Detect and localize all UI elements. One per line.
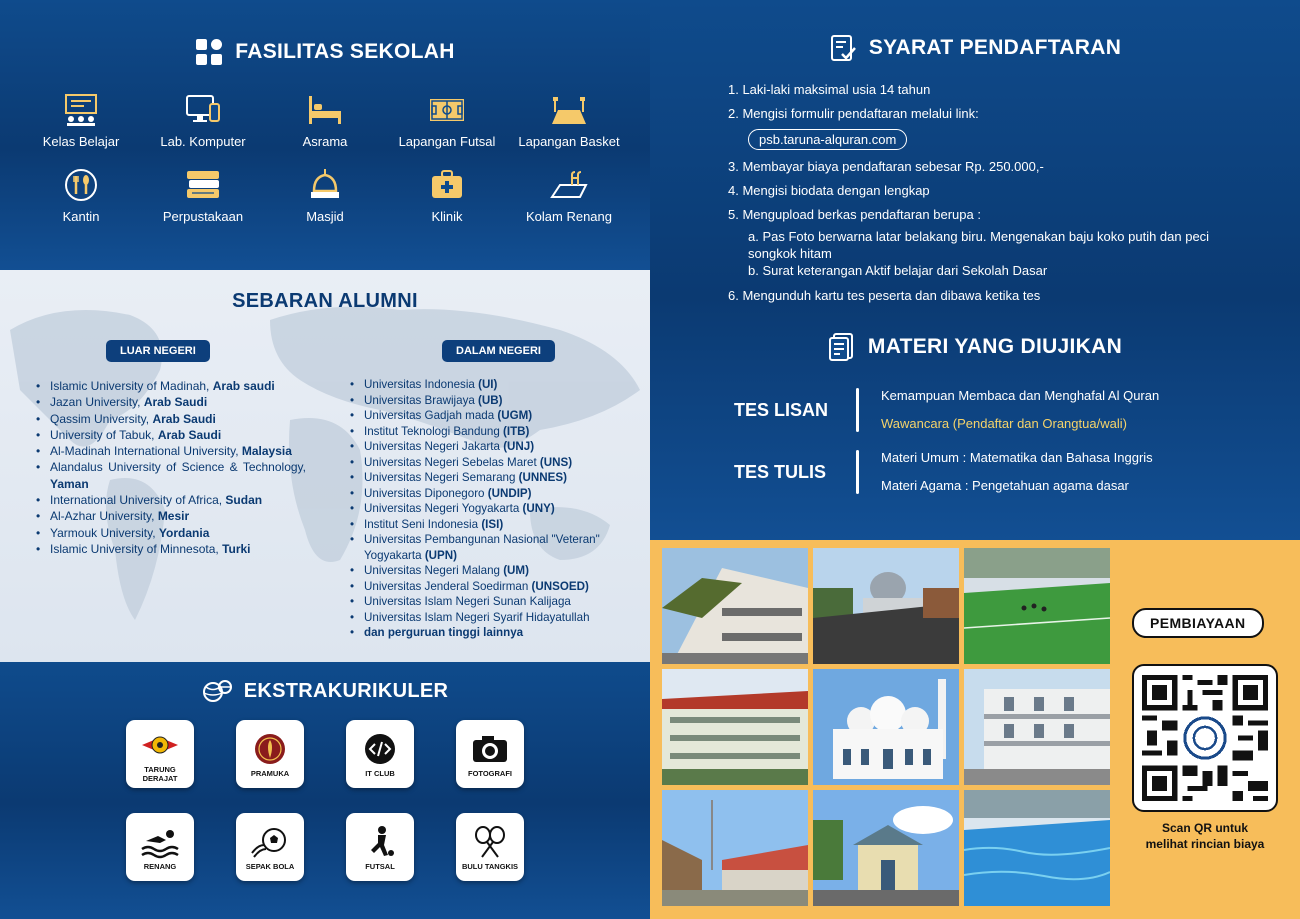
facility-klinik: Klinik — [386, 167, 508, 224]
list-item: • Universitas Islam Negeri Syarif Hidayatullah — [350, 610, 640, 626]
tes-lisan-label: TES LISAN — [734, 399, 829, 420]
list-item: • Universitas Negeri Semarang (UNNES) — [350, 470, 640, 486]
list-item: • Universitas Diponegoro (UNDIP) — [350, 486, 640, 502]
photo-mosque-dome — [813, 548, 959, 664]
syarat-section — [650, 0, 1300, 540]
pool-icon — [550, 167, 588, 203]
facility-kolam: Kolam Renang — [508, 167, 630, 224]
scout-emblem-icon — [250, 732, 290, 766]
dalam-negeri-label: DALAM NEGERI — [442, 340, 555, 362]
list-item: • Al-Azhar University, Mesir — [36, 508, 306, 524]
sub-item: a. Pas Foto berwarna latar belakang biru. Mengenakan baju koko putih dan peci songkok hitam — [748, 229, 1210, 261]
syarat-title: SYARAT PENDAFTARAN — [868, 36, 1122, 59]
tes-tulis-item: Materi Umum : Matematika dan Bahasa Inggris — [881, 450, 1153, 465]
grid-icon — [195, 38, 223, 66]
medical-kit-icon — [428, 167, 466, 203]
divider — [856, 388, 859, 432]
tes-lisan-item: Wawancara (Pendaftar dan Orangtua/wali) — [881, 416, 1127, 431]
list-item: • University of Tabuk, Arab Saudi — [36, 427, 306, 443]
qr-code[interactable] — [1132, 664, 1278, 812]
ekstra-card-pramuka: PRAMUKA — [236, 720, 304, 788]
luar-negeri-list — [36, 378, 306, 557]
list-item: • Al-Madinah International University, Malaysia — [36, 443, 306, 459]
luar-negeri-label: LUAR NEGERI — [106, 340, 210, 362]
books-icon — [184, 167, 222, 203]
materi-title: MATERI YANG DIUJIKAN — [867, 335, 1123, 358]
mosque-icon — [306, 167, 344, 203]
tes-tulis-label: TES TULIS — [734, 461, 827, 482]
tarung-derajat-emblem-icon — [140, 728, 180, 762]
fasilitas-header — [0, 38, 650, 66]
list-item: • dan perguruan tinggi lainnya — [350, 625, 640, 641]
list-item: • Universitas Brawijaya (UB) — [350, 393, 640, 409]
ekstra-card-renang: RENANG — [126, 813, 194, 881]
ekstra-card-fotografi: FOTOGRAFI — [456, 720, 524, 788]
list-item: • Islamic University of Minnesota, Turki — [36, 541, 306, 557]
ekstra-card-futsal: FUTSAL — [346, 813, 414, 881]
bed-icon — [306, 92, 344, 128]
requirements-list — [728, 82, 1228, 312]
facility-perpustakaan: Perpustakaan — [142, 167, 264, 224]
tes-tulis-row — [734, 444, 1153, 500]
basketball-court-icon — [550, 92, 588, 128]
list-item: • Universitas Negeri Jakarta (UNJ) — [350, 439, 640, 455]
photos-pembiayaan-section — [650, 540, 1300, 919]
list-item: • Universitas Jenderal Soedirman (UNSOED) — [350, 579, 640, 595]
ekstra-card-it-club: IT CLUB — [346, 720, 414, 788]
list-item: • Universitas Negeri Yogyakarta (UNY) — [350, 501, 640, 517]
facility-kantin: Kantin — [20, 167, 142, 224]
camera-icon — [470, 732, 510, 766]
classroom-icon — [62, 92, 100, 128]
list-item: • Institut Teknologi Bandung (ITB) — [350, 424, 640, 440]
facility-grid — [20, 92, 630, 224]
photo-grid — [662, 548, 1110, 906]
photo-swimming-pool — [964, 790, 1110, 906]
ekstra-header — [0, 678, 650, 704]
alumni-section — [0, 270, 650, 662]
list-item: 3. Membayar biaya pendaftaran sebesar Rp. 250.000,- — [728, 159, 1044, 174]
list-item: • Universitas Islam Negeri Sunan Kalijaga — [350, 594, 640, 610]
list-item: • Institut Seni Indonesia (ISI) — [350, 517, 640, 533]
tes-tulis-item: Materi Agama : Pengetahuan agama dasar — [881, 478, 1129, 493]
list-item: • Jazan University, Arab Saudi — [36, 394, 306, 410]
pembiayaan-label: PEMBIAYAAN — [1132, 608, 1264, 638]
code-icon — [360, 732, 400, 766]
photo-mosque-small — [813, 790, 959, 906]
list-item: • Universitas Negeri Malang (UM) — [350, 563, 640, 579]
ekstra-card-sepak-bola: SEPAK BOLA — [236, 813, 304, 881]
facility-basket: Lapangan Basket — [508, 92, 630, 149]
list-item: • Universitas Indonesia (UI) — [350, 377, 640, 393]
list-item: • Universitas Pembangunan Nasional "Veteran" Yogyakarta (UPN) — [350, 532, 640, 563]
list-item: 2. Mengisi formulir pendaftaran melalui link: psb.taruna-alquran.com — [728, 106, 1228, 150]
fasilitas-title: FASILITAS SEKOLAH — [235, 40, 455, 63]
list-item: • Alandalus University of Science & Technology, Yaman — [36, 459, 306, 492]
sub-item: b. Surat keterangan Aktif belajar dari Sekolah Dasar — [748, 263, 1048, 278]
facility-asrama: Asrama — [264, 92, 386, 149]
alumni-title: SEBARAN ALUMNI — [232, 290, 418, 312]
fasilitas-section — [0, 0, 650, 270]
photo-futsal-field — [964, 548, 1110, 664]
facility-futsal: Lapangan Futsal — [386, 92, 508, 149]
syarat-header — [650, 34, 1300, 62]
photo-building — [662, 548, 808, 664]
tes-lisan-item: Kemampuan Membaca dan Menghafal Al Quran — [881, 388, 1160, 403]
dalam-negeri-list — [350, 377, 640, 641]
materi-header — [650, 332, 1300, 362]
sports-balls-icon — [202, 678, 232, 704]
photo-dormitory — [662, 669, 808, 785]
facility-masjid: Masjid — [264, 167, 386, 224]
qr-caption: Scan QR untuk melihat rincian biaya — [1145, 821, 1265, 851]
list-item: • Yarmouk University, Yordania — [36, 525, 306, 541]
canteen-icon — [62, 167, 100, 203]
photo-mosque-white — [813, 669, 959, 785]
list-item: 4. Mengisi biodata dengan lengkap — [728, 183, 930, 198]
facility-lab: Lab. Komputer — [142, 92, 264, 149]
exam-document-icon — [828, 332, 856, 362]
ekstra-card-tarung-derajat: TARUNG DERAJAT — [126, 720, 194, 788]
photo-modern-building — [964, 669, 1110, 785]
alumni-header — [0, 290, 650, 313]
divider — [856, 450, 859, 494]
tes-lisan-row — [734, 382, 1159, 438]
list-item: • Universitas Negeri Sebelas Maret (UNS) — [350, 455, 640, 471]
qr-code-image — [1142, 674, 1268, 802]
futsal-player-icon — [360, 825, 400, 859]
computer-icon — [184, 92, 222, 128]
soccer-ball-icon — [250, 825, 290, 859]
list-item: • Islamic University of Madinah, Arab saudi — [36, 378, 306, 394]
registration-link[interactable]: psb.taruna-alquran.com — [748, 129, 907, 150]
facility-kelas: Kelas Belajar — [20, 92, 142, 149]
list-item: 6. Mengunduh kartu tes peserta dan dibawa ketika tes — [728, 288, 1041, 303]
ekstra-grid — [126, 720, 524, 881]
swimmer-icon — [140, 825, 180, 859]
ekstra-title: EKSTRAKURIKULER — [243, 679, 449, 702]
photo-courtyard — [662, 790, 808, 906]
list-item: 5. Mengupload berkas pendaftaran berupa : a. Pas Foto berwarna latar belakang biru. Mengenakan baju koko putih dan peci songkok hitam b. Surat keterangan Aktif belajar dari Sekolah Dasar — [728, 207, 1228, 279]
list-item: • Qassim University, Arab Saudi — [36, 411, 306, 427]
ekstra-card-bulu-tangkis: BULU TANGKIS — [456, 813, 524, 881]
badminton-rackets-icon — [470, 825, 510, 859]
list-item: • International University of Africa, Sudan — [36, 492, 306, 508]
futsal-field-icon — [428, 92, 466, 128]
checklist-icon — [829, 34, 857, 62]
list-item: • Universitas Gadjah mada (UGM) — [350, 408, 640, 424]
list-item: 1. Laki-laki maksimal usia 14 tahun — [728, 82, 931, 97]
ekstrakurikuler-section — [0, 662, 650, 919]
